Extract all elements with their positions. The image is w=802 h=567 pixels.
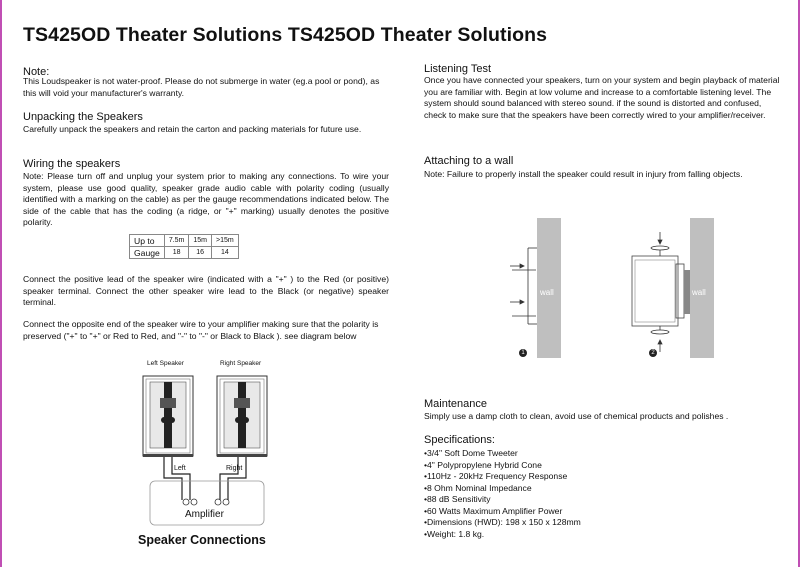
step-1-badge: 1 — [519, 349, 527, 357]
wiring-heading: Wiring the speakers — [23, 158, 121, 170]
connect-amplifier-text: Connect the opposite end of the speaker wire to your amplifier making sure that the polarity is preserved ("+" to "+" or Red to Red, and "-" to "-" or Black to Black ). see diagram below — [23, 319, 379, 341]
left-wire-label: Left — [174, 465, 186, 472]
gauge-table — [129, 234, 239, 259]
spec-item: • 60 Watts Maximum Amplifier Power — [424, 506, 581, 518]
specs-heading: Specifications: — [424, 434, 495, 446]
note-text: This Loudspeaker is not water-proof. Please do not submerge in water (eg.a pool or pond), as this will void your manufacturer's warranty. — [23, 76, 380, 98]
spec-item: • 8 Ohm Nominal Impedance — [424, 483, 581, 495]
listening-heading: Listening Test — [424, 63, 492, 75]
spec-item: • 3/4" Soft Dome Tweeter — [424, 448, 581, 460]
spec-item: • Weight: 1.8 kg. — [424, 529, 581, 541]
gauge-cell: >15m — [212, 235, 239, 247]
maintenance-heading: Maintenance — [424, 398, 487, 410]
attaching-heading: Attaching to a wall — [424, 155, 514, 167]
gauge-row-awg — [130, 247, 239, 259]
gauge-cell: 16 — [189, 247, 212, 259]
wall-label-step-2: wall — [692, 288, 706, 297]
spec-item: • 88 dB Sensitivity — [424, 494, 581, 506]
amplifier-label: Amplifier — [185, 509, 224, 520]
gauge-cell: 18 — [164, 247, 189, 259]
unpacking-text: Carefully unpack the speakers and retain the carton and packing materials for future use. — [23, 124, 362, 134]
page-edge-left — [0, 0, 2, 567]
wall-label-step-1: wall — [540, 288, 554, 297]
right-speaker-label: Right Speaker — [220, 360, 262, 367]
listening-text: Once you have connected your speakers, turn on your system and begin playback of material you are familiar with. Begin at low volume and increase to a comfortable listening level. The system should sound balanced with stereo sound. if the sound is distorted and confused, check to make sure that the speakers have been correctly wired to your amplifier/receiver. — [424, 75, 780, 120]
connect-leads-text: Connect the positive lead of the speaker wire (indicated with a "+" ) to the Red (or positive) speaker terminal. Connect the other speaker wire lead to the Black (or negative) speaker terminal. — [23, 274, 389, 307]
gauge-row-length — [130, 235, 239, 247]
note-heading: Note: — [23, 66, 50, 78]
right-speaker-drawing — [217, 376, 267, 457]
screw-icon — [510, 300, 536, 316]
spec-item: • 4" Polypropylene Hybrid Cone — [424, 460, 581, 472]
speaker-wires — [164, 457, 246, 500]
step-2-badge: 2 — [649, 349, 657, 357]
top-bolt-icon — [651, 232, 669, 256]
spec-item: • Dimensions (HWD): 198 x 150 x 128mm — [424, 517, 581, 529]
left-speaker-drawing — [143, 376, 193, 457]
gauge-cell: Gauge — [130, 247, 165, 259]
gauge-cell: 14 — [212, 247, 239, 259]
right-wire-label: Right — [226, 465, 243, 472]
gauge-cell: 15m — [189, 235, 212, 247]
left-speaker-label: Left Speaker — [147, 360, 184, 367]
gauge-cell: Up to — [130, 235, 165, 247]
spec-item: • 110Hz - 20kHz Frequency Response — [424, 471, 581, 483]
specs-list — [424, 448, 581, 540]
attaching-text: Note: Failure to properly install the speaker could result in injury from falling objects. — [424, 169, 743, 179]
page-edge-right — [798, 0, 800, 567]
wiring-text: Note: Please turn off and unplug your system prior to making any connections. To wire your system, please use good quality, speaker grade audio cable with polarity coding (usually identified with a marking on the cable) as per the gauge recommendations indicated below. The side of the cable that has the coding (a ridge, or "+" marking) usually denotes the positive polarity. — [23, 171, 389, 227]
gauge-cell: 7.5m — [164, 235, 189, 247]
unpacking-heading: Unpacking the Speakers — [23, 111, 143, 123]
diagram-caption: Speaker Connections — [138, 533, 266, 547]
screw-icon — [510, 264, 536, 270]
page-title: TS425OD Theater Solutions TS425OD Theater Solutions — [23, 24, 548, 46]
maintenance-text: Simply use a damp cloth to clean, avoid use of chemical products and polishes . — [424, 411, 729, 421]
